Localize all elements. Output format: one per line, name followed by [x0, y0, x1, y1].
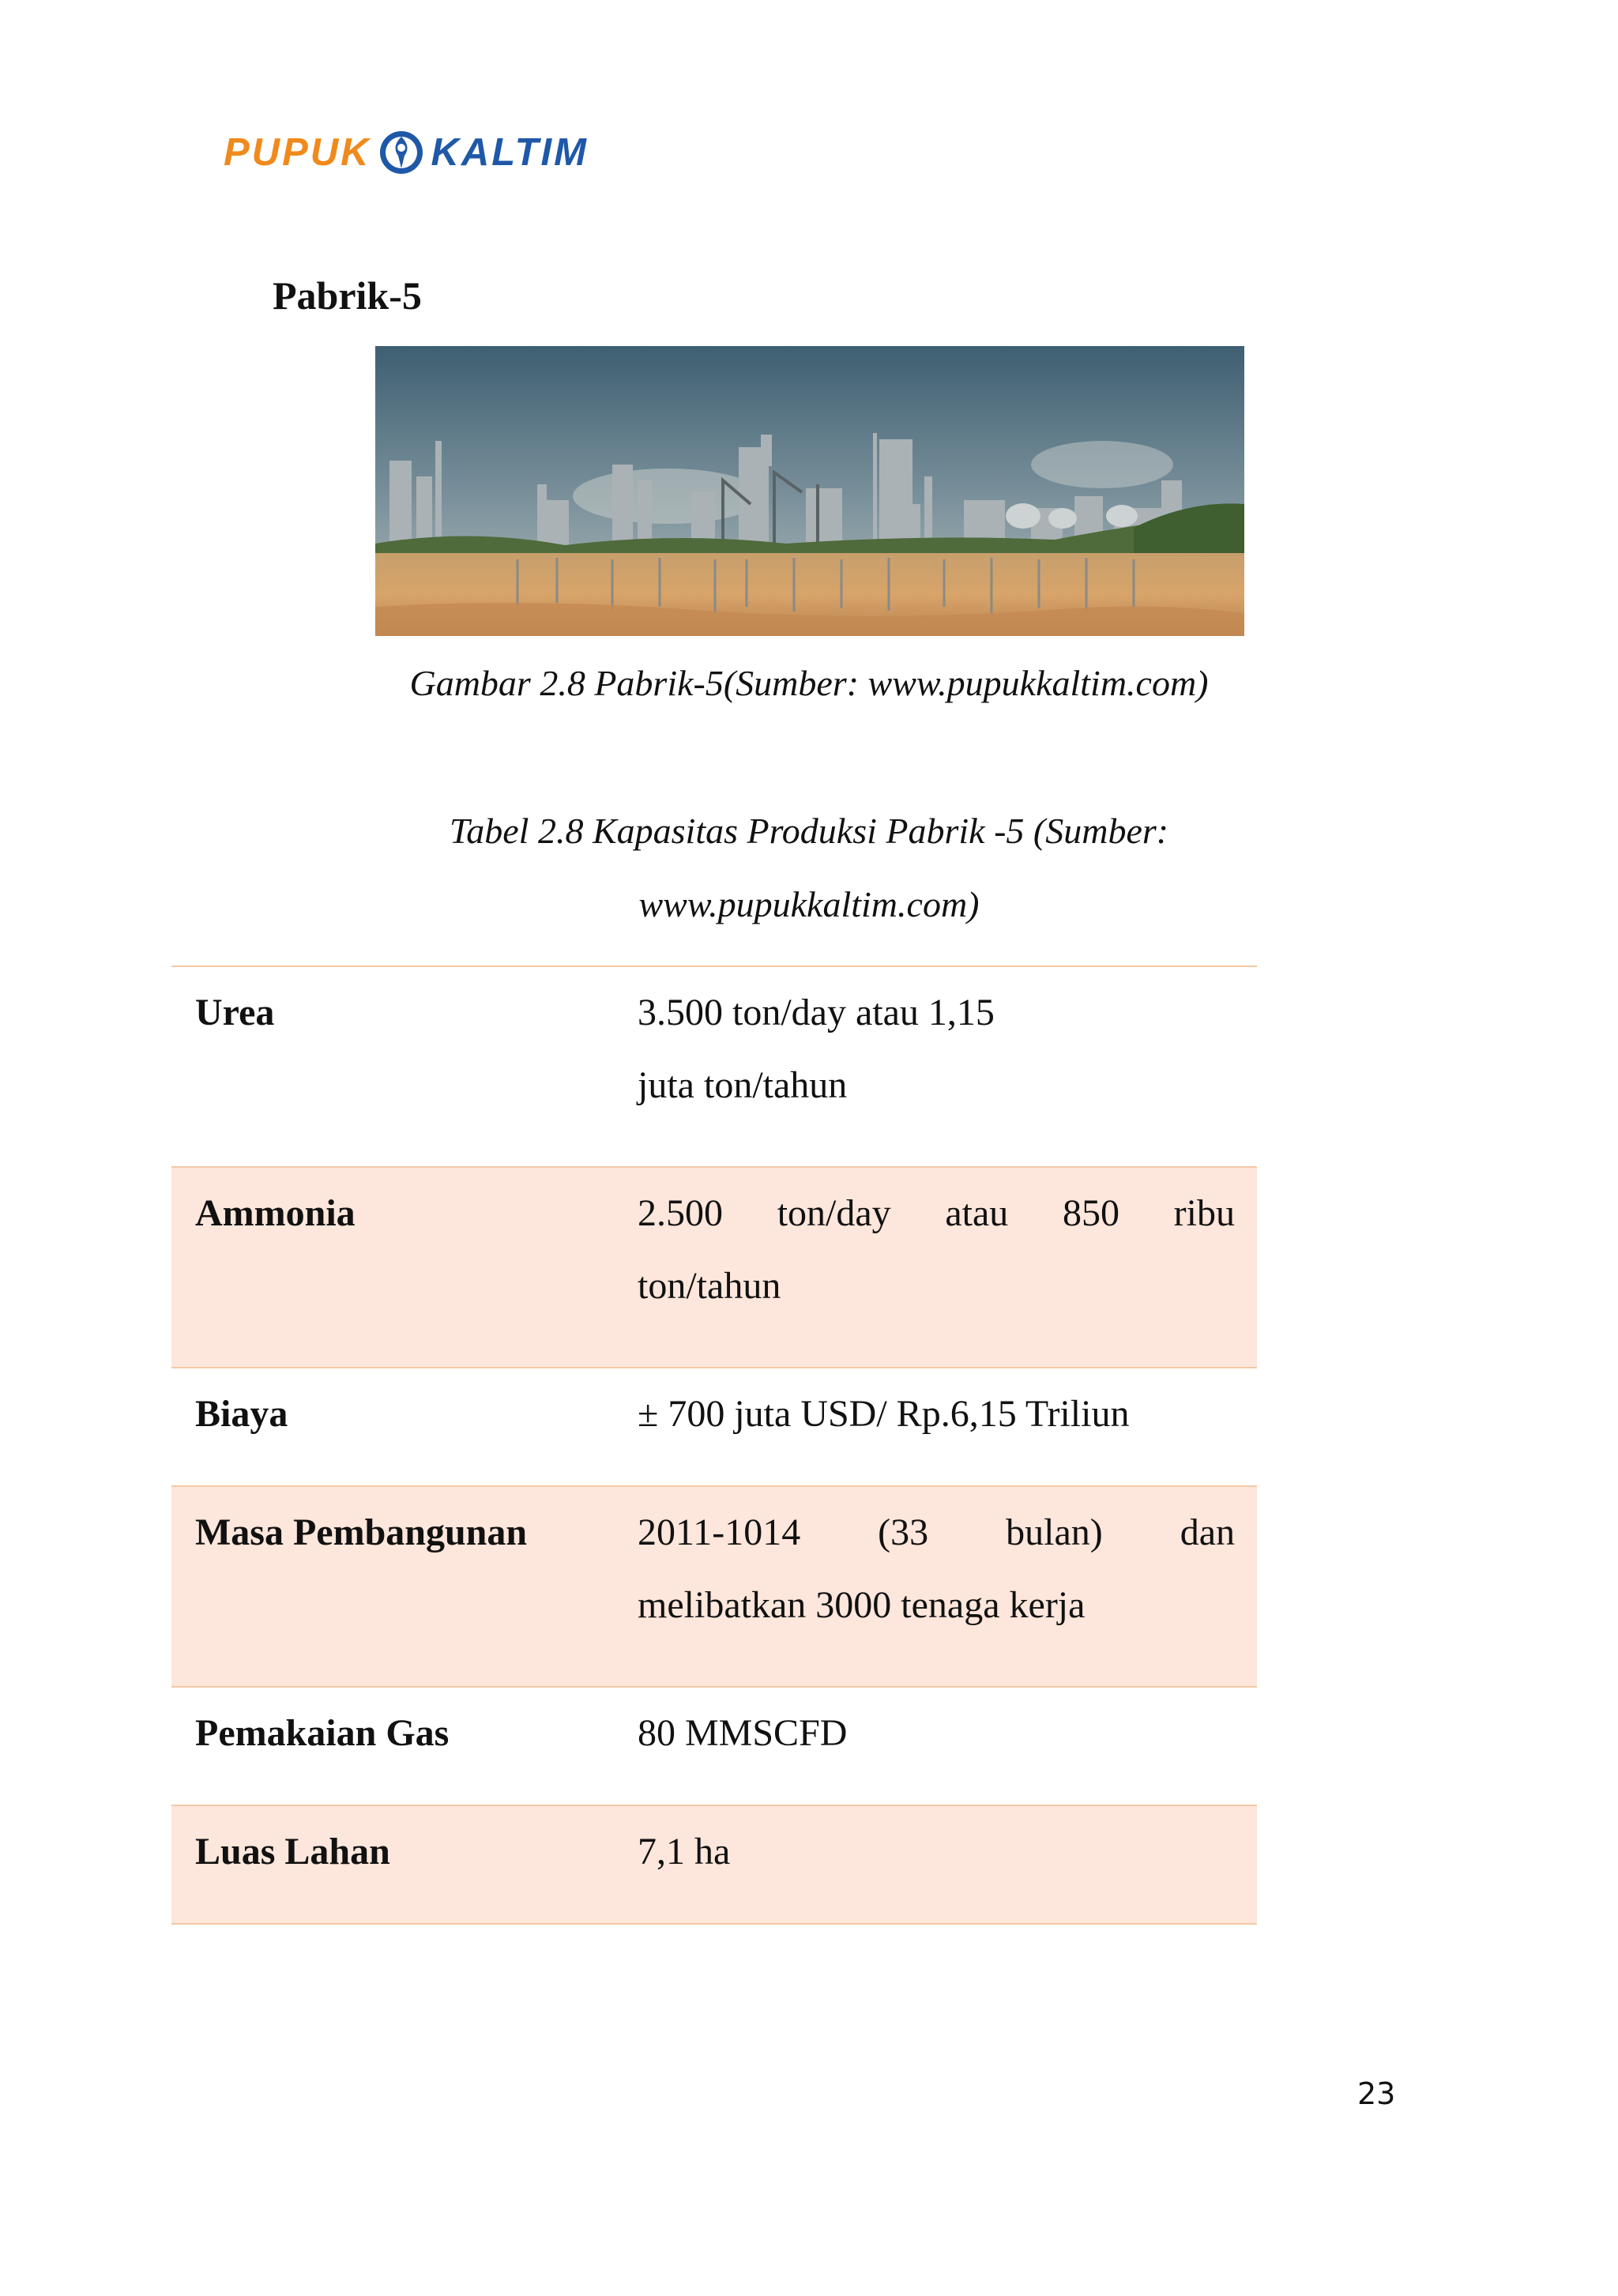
table-row — [171, 1486, 1257, 1687]
page-number: 23 — [1357, 2076, 1396, 2111]
row-value — [614, 1687, 1257, 1805]
logo-word-kaltim: KALTIM — [431, 131, 589, 174]
row-value — [614, 1167, 1257, 1368]
table-row — [171, 966, 1257, 1167]
value-line: 7,1 ha — [638, 1831, 731, 1873]
table-row — [171, 1687, 1257, 1805]
row-value — [614, 966, 1257, 1167]
table-row — [171, 1805, 1257, 1924]
row-label: Luas Lahan — [171, 1805, 614, 1924]
value-line: melibatkan 3000 tenaga kerja — [638, 1584, 1086, 1626]
production-capacity-table — [171, 965, 1257, 1925]
figure-caption: Gambar 2.8 Pabrik-5(Sumber: www.pupukkaltim.com) — [409, 663, 1209, 703]
value-line: 80 MMSCFD — [638, 1712, 848, 1754]
row-value — [614, 1805, 1257, 1924]
factory-photo — [375, 346, 1244, 636]
row-value — [614, 1486, 1257, 1687]
logo-emblem-icon — [378, 129, 425, 176]
row-label: Urea — [171, 966, 614, 1167]
value-line: ton/tahun — [638, 1265, 781, 1307]
table-caption-line-1: Tabel 2.8 Kapasitas Produksi Pabrik -5 (Sumber: — [449, 811, 1169, 851]
table-row — [171, 1167, 1257, 1368]
value-line: juta ton/tahun — [638, 1064, 848, 1106]
value-line: ± 700 juta USD/ Rp.6,15 Triliun — [638, 1393, 1130, 1435]
row-label: Masa Pembangunan — [171, 1486, 614, 1687]
row-label: Ammonia — [171, 1167, 614, 1368]
table-caption-line-2: www.pupukkaltim.com) — [638, 884, 980, 924]
row-label: Pemakaian Gas — [171, 1687, 614, 1805]
row-value — [614, 1368, 1257, 1486]
value-line: 2.500 ton/day atau 850 ribu — [638, 1192, 1235, 1234]
company-logo — [224, 125, 589, 180]
table-row — [171, 1368, 1257, 1486]
row-label: Biaya — [171, 1368, 614, 1486]
value-line: 2011-1014 (33 bulan) dan — [638, 1511, 1235, 1553]
value-line: 3.500 ton/day atau 1,15 — [638, 992, 995, 1033]
section-heading: Pabrik-5 — [273, 273, 422, 318]
logo-word-pupuk: PUPUK — [224, 131, 371, 174]
